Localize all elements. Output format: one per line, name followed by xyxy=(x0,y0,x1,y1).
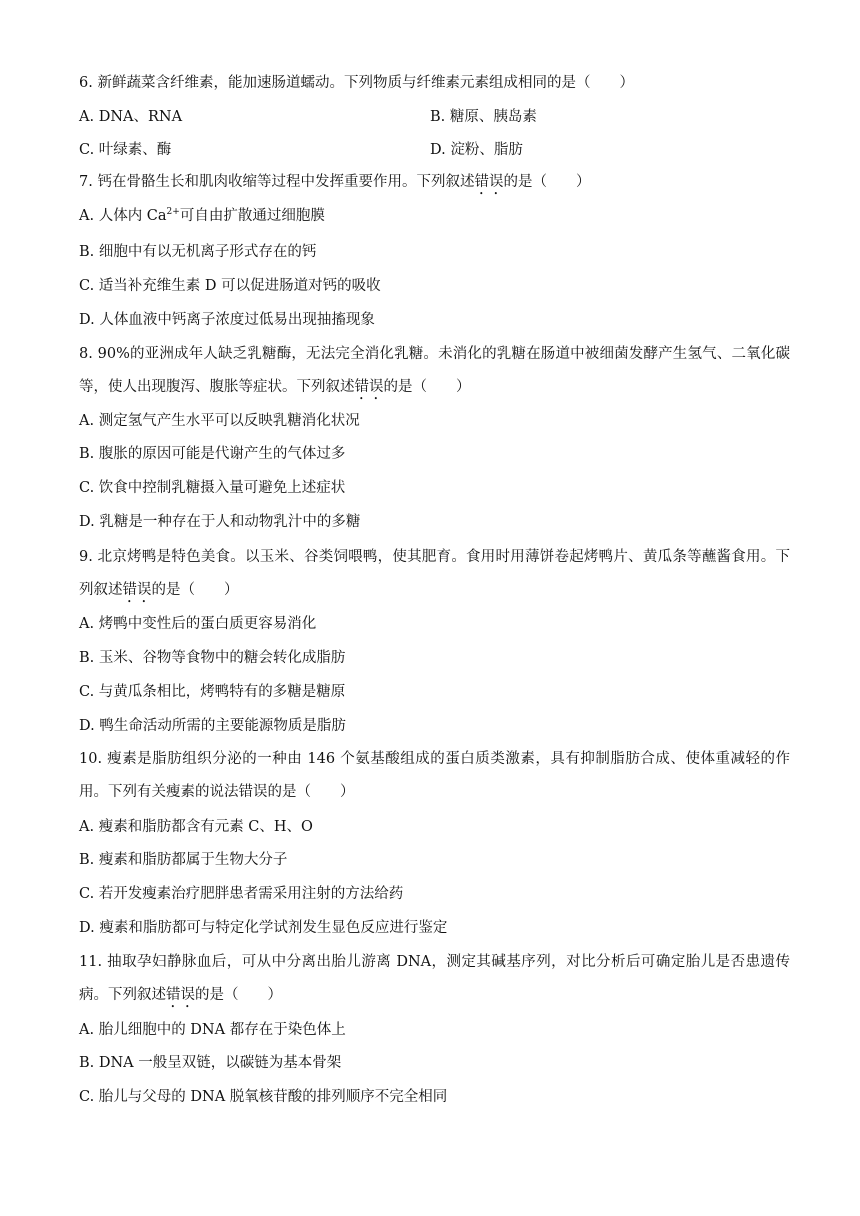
question-9-option-a: A. 烤鸭中变性后的蛋白质更容易消化 xyxy=(79,616,317,632)
question-9-option-c: C. 与黄瓜条相比，烤鸭特有的多糖是糖原 xyxy=(79,684,346,700)
question-7-option-c: C. 适当补充维生素 D 可以促进肠道对钙的吸收 xyxy=(79,278,381,294)
question-10-option-c: C. 若开发瘦素治疗肥胖患者需采用注射的方法给药 xyxy=(79,886,404,902)
question-10-option-a: A. 瘦素和脂肪都含有元素 C、H、O xyxy=(79,819,313,835)
question-9-option-d: D. 鸭生命活动所需的主要能源物质是脂肪 xyxy=(79,718,346,734)
question-8-option-a: A. 测定氢气产生水平可以反映乳糖消化状况 xyxy=(79,413,360,429)
question-9-text: 9. 北京烤鸭是特色美食。以玉米、谷类饲喂鸭，使其肥育。食用时用薄饼卷起烤鸭片、黄瓜条等蘸酱食用。下列叙述 xyxy=(79,549,790,598)
question-10-option-d: D. 瘦素和脂肪都可与特定化学试剂发生显色反应进行鉴定 xyxy=(79,920,448,936)
question-11-keyword: 错误 xyxy=(166,987,195,1003)
question-8-text-end: 的是（ ） xyxy=(383,379,471,395)
question-11-option-a: A. 胎儿细胞中的 DNA 都存在于染色体上 xyxy=(79,1022,346,1038)
ion-charge-superscript: 2+ xyxy=(166,207,180,218)
question-7-keyword: 错误 xyxy=(474,174,504,190)
question-8-option-c: C. 饮食中控制乳糖摄入量可避免上述症状 xyxy=(79,480,346,496)
question-10-stem: 10. 瘦素是脂肪组织分泌的一种由 146 个氨基酸组成的蛋白质类激素，具有抑制脂肪合成、使体重减轻的作用。下列有关瘦素的说法错误的是（ ） xyxy=(79,751,790,800)
question-9-keyword: 错误 xyxy=(122,582,152,598)
question-9-option-b: B. 玉米、谷物等食物中的糖会转化成脂肪 xyxy=(79,650,346,666)
question-6-option-c: C. 叶绿素、酶 xyxy=(79,142,172,158)
question-11-text-end: 的是（ ） xyxy=(195,987,282,1003)
question-9-text-end: 的是（ ） xyxy=(151,582,239,598)
question-11-option-c: C. 胎儿与父母的 DNA 脱氧核苷酸的排列顺序不完全相同 xyxy=(79,1089,448,1105)
question-7-text-end: 的是（ ） xyxy=(503,174,591,190)
question-7-text: 7. 钙在骨骼生长和肌肉收缩等过程中发挥重要作用。下列叙述 xyxy=(79,174,475,190)
question-10-option-b: B. 瘦素和脂肪都属于生物大分子 xyxy=(79,852,288,868)
question-11-option-b: B. DNA 一般呈双链，以碳链为基本骨架 xyxy=(79,1055,342,1071)
question-7-stem xyxy=(79,172,790,198)
question-6-options-row-2 xyxy=(79,140,790,160)
question-11-text: 11. 抽取孕妇静脉血后，可从中分离出胎儿游离 DNA，测定其碱基序列，对比分析后可确定胎儿是否患遗传病。下列叙述 xyxy=(79,954,790,1003)
question-6-text: 6. 新鲜蔬菜含纤维素，能加速肠道蠕动。下列物质与纤维素元素组成相同的是（ ） xyxy=(79,75,634,91)
question-6-option-b: B. 糖原、胰岛素 xyxy=(430,109,537,125)
question-7-option-a xyxy=(79,206,790,226)
question-11-stem xyxy=(79,946,790,1012)
option-a-text-end: 可自由扩散通过细胞膜 xyxy=(179,208,325,224)
question-6-options-row-1 xyxy=(79,107,790,127)
question-8-option-b: B. 腹胀的原因可能是代谢产生的气体过多 xyxy=(79,446,346,462)
question-8-stem xyxy=(79,338,790,404)
question-6-stem xyxy=(79,73,790,93)
question-6-option-d: D. 淀粉、脂肪 xyxy=(430,142,523,158)
question-8-text: 8. 90%的亚洲成年人缺乏乳糖酶，无法完全消化乳糖。未消化的乳糖在肠道中被细菌发酵产生氢气、二氧化碳等，使人出现腹泻、腹胀等症状。下列叙述 xyxy=(79,346,790,395)
question-8-keyword: 错误 xyxy=(354,379,384,395)
question-9-stem xyxy=(79,541,790,607)
question-8-option-d: D. 乳糖是一种存在于人和动物乳汁中的多糖 xyxy=(79,514,361,530)
option-a-text: A. 人体内 Ca xyxy=(79,208,167,224)
question-6-option-a: A. DNA、RNA xyxy=(79,109,183,125)
question-7-option-b: B. 细胞中有以无机离子形式存在的钙 xyxy=(79,244,317,260)
question-7-option-d: D. 人体血液中钙离子浓度过低易出现抽搐现象 xyxy=(79,312,375,328)
